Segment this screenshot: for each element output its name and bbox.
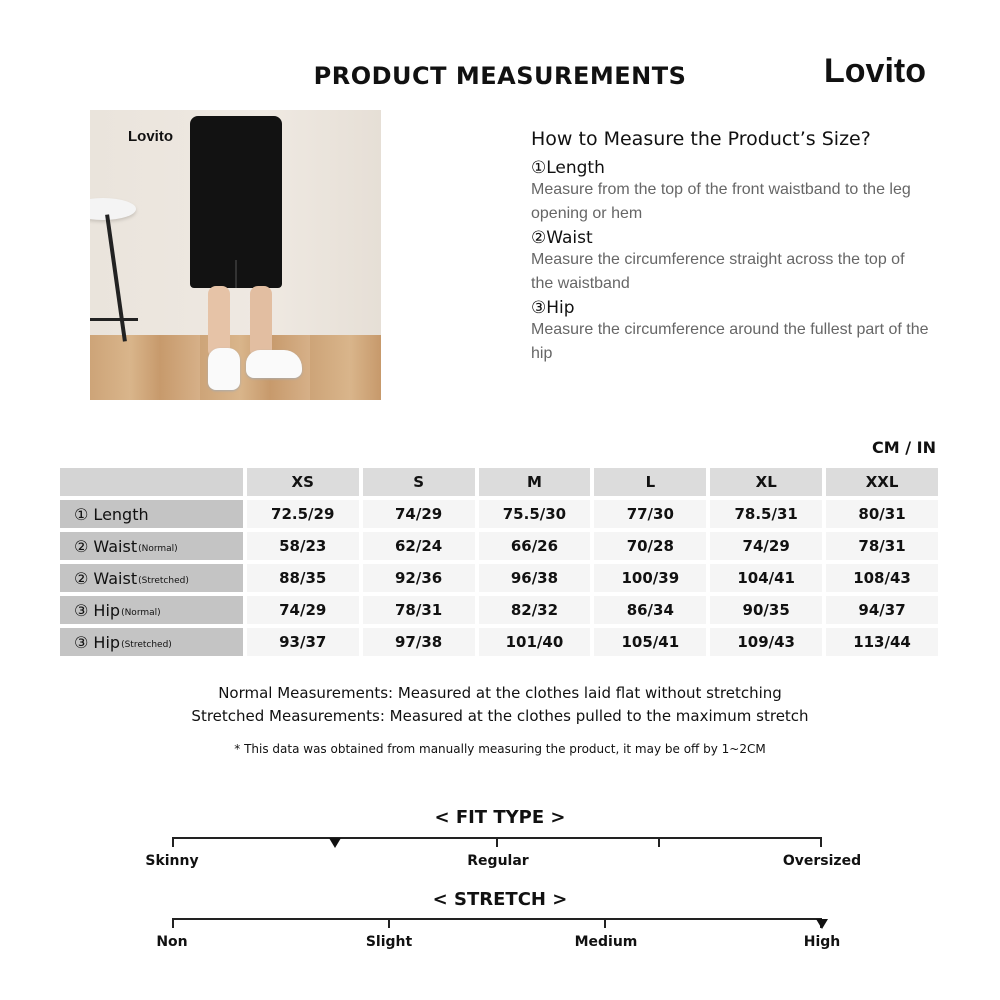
stretch-label-medium: Medium <box>574 934 638 950</box>
fit-tick <box>820 837 822 847</box>
unit-label: CM / IN <box>872 438 936 457</box>
photo-brand-watermark: Lovito <box>128 128 173 145</box>
fit-tick <box>658 837 660 847</box>
stretch-marker-icon <box>816 919 828 929</box>
table-corner <box>60 468 243 496</box>
stretch-track <box>172 918 822 920</box>
table-cell: 58/23 <box>247 532 359 560</box>
row-label-qualifier: (Stretched) <box>138 576 189 586</box>
table-cell: 94/37 <box>826 596 938 624</box>
row-label <box>60 628 243 656</box>
table-cell: 62/24 <box>363 532 475 560</box>
size-header: XXL <box>826 468 938 496</box>
size-header: M <box>479 468 591 496</box>
fit-type-marker-icon <box>329 838 341 848</box>
row-label <box>60 564 243 592</box>
row-label-qualifier: (Normal) <box>121 608 161 618</box>
brand-logo: Lovito <box>824 52 926 90</box>
fit-type-title: < FIT TYPE > <box>434 807 566 828</box>
table-cell: 92/36 <box>363 564 475 592</box>
table-cell: 75.5/30 <box>479 500 591 528</box>
table-cell: 78/31 <box>826 532 938 560</box>
table-row <box>60 596 938 624</box>
fit-label-regular: Regular <box>467 853 529 869</box>
measure-waist-desc: Measure the circumference straight across the top of the waistband <box>531 251 905 292</box>
table-cell: 113/44 <box>826 628 938 656</box>
fit-tick <box>172 837 174 847</box>
stretch-tick <box>604 918 606 928</box>
skirt-slit <box>235 260 237 288</box>
row-label-text: ③ Hip <box>74 600 121 620</box>
table-cell: 104/41 <box>710 564 822 592</box>
size-header: S <box>363 468 475 496</box>
normal-note: Normal Measurements: Measured at the clothes laid flat without stretching <box>218 684 782 702</box>
stretched-note: Stretched Measurements: Measured at the clothes pulled to the maximum stretch <box>191 707 809 725</box>
row-label <box>60 500 243 528</box>
row-label <box>60 532 243 560</box>
measure-length-title: ①Length <box>531 158 605 178</box>
stretch-tick <box>388 918 390 928</box>
fit-label-oversized: Oversized <box>782 853 862 869</box>
table-cell: 105/41 <box>594 628 706 656</box>
row-label-text: ② Waist <box>74 568 138 588</box>
disclaimer-note: * This data was obtained from manually measuring the product, it may be off by 1~2CM <box>234 742 766 756</box>
how-to-heading: How to Measure the Product’s Size? <box>531 128 871 150</box>
table-cell: 86/34 <box>594 596 706 624</box>
stretch-label-high: High <box>803 934 841 950</box>
measure-length-desc: Measure from the top of the front waistband to the leg opening or hem <box>531 181 911 222</box>
stool-rail <box>90 318 138 321</box>
table-cell: 109/43 <box>710 628 822 656</box>
row-label-text: ② Waist <box>74 536 138 556</box>
table-cell: 108/43 <box>826 564 938 592</box>
sneaker-icon <box>208 348 240 390</box>
row-label-text: ③ Hip <box>74 632 121 652</box>
table-cell: 101/40 <box>479 628 591 656</box>
fit-label-skinny: Skinny <box>145 853 199 869</box>
page-title: PRODUCT MEASUREMENTS <box>313 62 687 90</box>
fit-type-track <box>172 837 822 839</box>
row-label-text: ① Length <box>74 504 149 524</box>
table-cell: 100/39 <box>594 564 706 592</box>
table-cell: 78.5/31 <box>710 500 822 528</box>
row-label <box>60 596 243 624</box>
sneaker-icon <box>246 350 302 378</box>
table-cell: 70/28 <box>594 532 706 560</box>
table-row <box>60 628 938 656</box>
stretch-label-slight: Slight <box>365 934 413 950</box>
measure-hip-desc: Measure the circumference around the fullest part of the hip <box>531 321 929 362</box>
size-header: XS <box>247 468 359 496</box>
table-cell: 82/32 <box>479 596 591 624</box>
product-photo <box>90 110 381 400</box>
table-cell: 72.5/29 <box>247 500 359 528</box>
measure-waist-title: ②Waist <box>531 228 593 248</box>
table-cell: 78/31 <box>363 596 475 624</box>
how-to-measure <box>531 128 931 366</box>
table-row <box>60 564 938 592</box>
table-cell: 88/35 <box>247 564 359 592</box>
table-header-row <box>60 468 938 496</box>
table-cell: 66/26 <box>479 532 591 560</box>
table-row <box>60 532 938 560</box>
stretch-label-non: Non <box>156 934 188 950</box>
table-cell: 74/29 <box>710 532 822 560</box>
row-label-qualifier: (Stretched) <box>121 640 172 650</box>
model-leg <box>250 286 272 358</box>
table-row <box>60 500 938 528</box>
table-cell: 96/38 <box>479 564 591 592</box>
table-cell: 74/29 <box>363 500 475 528</box>
size-header: L <box>594 468 706 496</box>
table-cell: 93/37 <box>247 628 359 656</box>
stretch-title: < STRETCH > <box>432 889 568 910</box>
table-cell: 97/38 <box>363 628 475 656</box>
measure-hip-title: ③Hip <box>531 298 575 318</box>
table-cell: 77/30 <box>594 500 706 528</box>
row-label-qualifier: (Normal) <box>138 544 178 554</box>
table-cell: 74/29 <box>247 596 359 624</box>
size-header: XL <box>710 468 822 496</box>
stretch-tick <box>172 918 174 928</box>
size-table <box>60 468 938 660</box>
fit-tick <box>496 837 498 847</box>
table-cell: 90/35 <box>710 596 822 624</box>
table-cell: 80/31 <box>826 500 938 528</box>
